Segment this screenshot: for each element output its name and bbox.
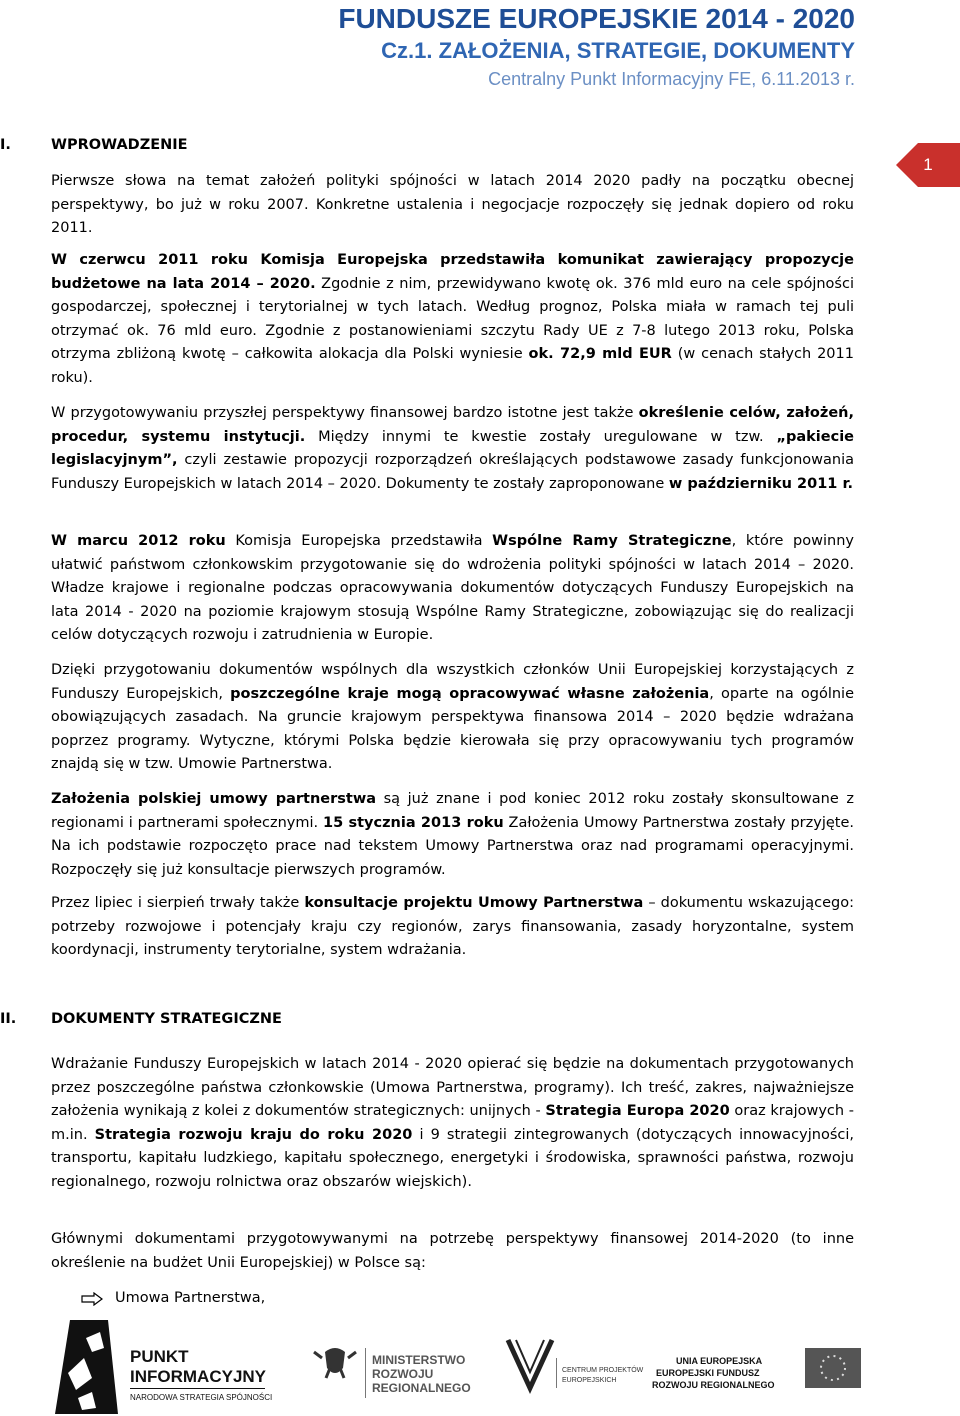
arrow-right-icon	[81, 1292, 103, 1306]
logo-text: INFORMACYJNY	[130, 1367, 267, 1386]
paragraph: Przez lipiec i sierpień trwały także konsultacje projektu Umowy Partnerstwa – dokumentu wskazującego: potrzeby rozwojowe i potencjały kraju czy regionów, zarys finansowania, zasady horyzontalne, system koordynacji, instrumenty terytorialne, system wdrażania.	[51, 895, 854, 958]
paragraph: Założenia polskiej umowy partnerstwa są już znane i pod koniec 2012 roku zostały skonsultowane z regionami i partnerami społecznymi. 15 stycznia 2013 roku Założenia Umowy Partnerstwa zostały przyjęte. Na ich podstawie rozpoczęto prace nad tekstem Umowy Partnerstwa oraz nad programami operacyjnymi. Rozpoczęły się już konsultacje pierwszych programów.	[51, 791, 854, 878]
section-number: I.	[0, 137, 11, 153]
paragraph: W marcu 2012 roku Komisja Europejska przedstawiła Wspólne Ramy Strategiczne, które powinny ułatwić państwom członkowskim przygotowanie się do wdrożenia polityki spójności w latach 2014 – 2020. Władze krajowe i regionalne podczas opracowywania dokumentów dotyczących Funduszy Europejskich na lata 2014 - 2020 na poziomie krajowym stosują Wspólne Ramy Strategiczne, zobowiązując się do realizacji celów dotyczących rozwoju i zatrudnienia w Europie.	[51, 533, 854, 643]
page-number-badge	[896, 143, 960, 187]
eu-logo	[652, 1348, 861, 1390]
logo-text: REGIONALNEGO	[372, 1381, 471, 1395]
logo-text: EUROPEJSKICH	[562, 1377, 617, 1384]
list-item	[81, 1287, 265, 1310]
footer-logos	[0, 1318, 960, 1416]
document-title: FUNDUSZE EUROPEJSKIE 2014 - 2020	[338, 3, 855, 34]
paragraph: Dzięki przygotowaniu dokumentów wspólnych dla wszystkich członków Unii Europejskiej korzystających z Funduszy Europejskich, poszczególne kraje mogą opracowywać własne założenia, oparte na ogólnie obowiązujących zasadach. Na gruncie krajowym perspektywa finansowa 2014 – 2020 będzie wdrażana poprzez programy. Wytyczne, którymi Polska będzie kierowała się przy opracowywaniu tych programów znajdą się w tzw. Umowie Partnerstwa.	[51, 662, 855, 772]
logo-text: PUNKT	[130, 1347, 189, 1366]
list-item-text: Umowa Partnerstwa,	[115, 1290, 266, 1306]
logo-text: ROZWOJU	[372, 1367, 434, 1381]
section-heading	[0, 133, 188, 157]
logo-text: MINISTERSTWO	[372, 1353, 466, 1367]
paragraph: W przygotowywaniu przyszłej perspektywy finansowej bardzo istotne jest także określenie celów, założeń, procedur, systemu instytucji. Między innymi te kwestie zostały uregulowane w tzw. „pakiecie legislacyjnym”, czyli zestawie propozycji rozporządzeń określających podstawowe zasady funkcjonowania Funduszy Europejskich w latach 2014 – 2020. Dokumenty te zostały zaproponowane w październiku 2011 r.	[51, 405, 854, 492]
document-info: Centralny Punkt Informacyjny FE, 6.11.2013 r.	[488, 69, 855, 89]
page-number: 1	[923, 155, 933, 174]
section-number: II.	[0, 1011, 17, 1027]
logo-text: CENTRUM PROJEKTÓW	[562, 1367, 644, 1374]
document-header	[338, 2, 855, 92]
logo-text: UNIA EUROPEJSKA	[676, 1356, 763, 1366]
section-title: WPROWADZENIE	[51, 137, 188, 153]
logo-text: NARODOWA STRATEGIA SPÓJNOŚCI	[130, 1393, 273, 1402]
paragraph: Wdrażanie Funduszy Europejskich w latach 2014 - 2020 opierać się będzie na dokumentach przygotowanych przez poszczególne państwa członkowskie (Umowa Partnerstwa, programy). Ich treść, zakres, najważniejsze założenia wynikają z kolei z dokumentów strategicznych: unijnych - Strategia Europa 2020 oraz krajowych - m.in. Strategia rozwoju kraju do roku 2020 i 9 strategii zintegrowanych (dotyczących innowacyjności, transportu, kapitału ludzkiego, kapitału społecznego, energetyki i środowiska, sprawności państwa, rozwoju regionalnego, rozwoju rolnictwa oraz obszarów wiejskich).	[51, 1056, 854, 1190]
section-heading	[0, 1007, 282, 1031]
cpe-logo	[508, 1340, 644, 1388]
logo-text: EUROPEJSKI FUNDUSZ	[656, 1368, 760, 1378]
paragraph: Pierwsze słowa na temat założeń polityki spójności w latach 2014 2020 padły na początku obecnej perspektywy, bo już w roku 2007. Konkretne ustalenia i negocjacje rozpoczęły się jednak dopiero od roku 2011.	[51, 173, 854, 236]
section-title: DOKUMENTY STRATEGICZNE	[51, 1011, 282, 1027]
logo-text: ROZWOJU REGIONALNEGO	[652, 1380, 775, 1390]
paragraph: W czerwcu 2011 roku Komisja Europejska przedstawiła komunikat zawierający propozycje budżetowe na lata 2014 – 2020. Zgodnie z nim, przewidywano kwotę ok. 376 mld euro na cele spójności gospodarczej, społecznej i terytorialnej w tych latach. Według prognoz, Polska miała w ramach tej puli otrzymać ok. 76 mld euro. Zgodnie z postanowieniami szczytu Rady UE z 7-8 lutego 2013 roku, Polska otrzyma zbliżoną kwotę – całkowita alokacja dla Polski wyniesie ok. 72,9 mld EUR (w cenach stałych 2011 roku).	[51, 252, 854, 386]
ministerstwo-logo	[314, 1348, 471, 1398]
punkt-informacyjny-logo	[55, 1320, 272, 1414]
paragraph: Głównymi dokumentami przygotowywanymi na potrzebę perspektywy finansowej 2014-2020 (to inne określenie na budżet Unii Europejskiej) w Polsce są:	[51, 1231, 854, 1271]
document-subtitle: Cz.1. ZAŁOŻENIA, STRATEGIE, DOKUMENTY	[381, 38, 855, 63]
